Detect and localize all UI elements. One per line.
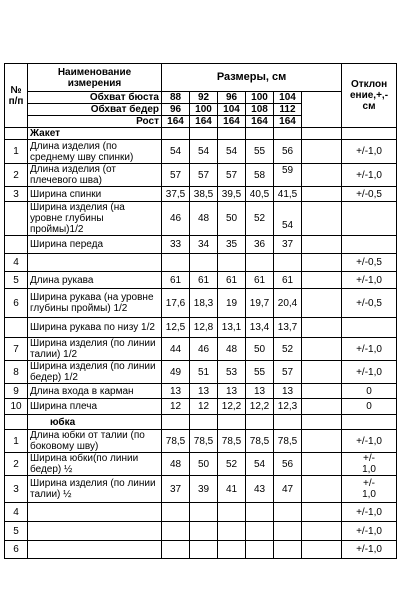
- row-number: 6: [5, 289, 28, 318]
- size-value: [246, 541, 274, 559]
- size-value: 50: [190, 453, 218, 476]
- size-value: 61: [274, 272, 302, 289]
- size-value: [274, 522, 302, 541]
- size-value: 53: [218, 361, 246, 384]
- extra-cell: [302, 399, 342, 415]
- size-value: 78,5: [162, 430, 190, 453]
- table-row: [5, 522, 397, 541]
- extra-cell: [302, 453, 342, 476]
- hips-value: 104: [218, 104, 246, 116]
- size-value: 33: [162, 236, 190, 254]
- size-value: 57: [190, 164, 218, 187]
- tolerance-value: [342, 236, 397, 254]
- table-row: [5, 140, 397, 164]
- height-value: 164: [218, 116, 246, 128]
- size-value: 49: [162, 361, 190, 384]
- section-blank: [5, 128, 28, 140]
- size-value: 48: [190, 202, 218, 236]
- measurement-name: Ширина плеча: [28, 399, 162, 415]
- tolerance-value: +/-0,5: [342, 289, 397, 318]
- size-value: [274, 541, 302, 559]
- row-number: [5, 236, 28, 254]
- row-number: 10: [5, 399, 28, 415]
- height-value: 164: [190, 116, 218, 128]
- header-tolerance-text: Отклон ение,+,- см: [350, 79, 389, 112]
- size-value: 41: [218, 476, 246, 503]
- hips-value: 96: [162, 104, 190, 116]
- size-value: 55: [246, 140, 274, 164]
- size-value: 61: [162, 272, 190, 289]
- size-value: 61: [246, 272, 274, 289]
- height-value: 164: [274, 116, 302, 128]
- size-value: 19: [218, 289, 246, 318]
- bust-value: 96: [218, 92, 246, 104]
- size-value: 41,5: [274, 187, 302, 202]
- size-value: 54: [162, 140, 190, 164]
- size-value: 47: [274, 476, 302, 503]
- extra-cell: [302, 522, 342, 541]
- size-value: [218, 522, 246, 541]
- hips-label: Обхват бедер: [28, 104, 162, 116]
- size-value: 56: [274, 453, 302, 476]
- size-value: [274, 503, 302, 522]
- size-value: [162, 503, 190, 522]
- size-value: 12,8: [190, 318, 218, 338]
- table-row: [5, 361, 397, 384]
- tolerance-value: +/-1,0: [342, 541, 397, 559]
- bust-value: 88: [162, 92, 190, 104]
- table-row: [5, 236, 397, 254]
- row-number: [5, 202, 28, 236]
- size-value: 57: [274, 361, 302, 384]
- size-value: [218, 541, 246, 559]
- size-value: 54: [274, 202, 302, 236]
- header-name: [28, 64, 162, 92]
- size-value: 13,1: [218, 318, 246, 338]
- table-row: [5, 384, 397, 399]
- size-value: 37: [274, 236, 302, 254]
- table-row: [5, 541, 397, 559]
- size-value: 50: [218, 202, 246, 236]
- size-value: [218, 254, 246, 272]
- size-value: 13,7: [274, 318, 302, 338]
- extra-cell: [302, 338, 342, 361]
- size-value: [162, 541, 190, 559]
- measurement-name: Длина рукава: [28, 272, 162, 289]
- measurement-name: Длина юбки от талии (по боковому шву): [28, 430, 162, 453]
- section-title-skirt: юбка: [28, 415, 162, 430]
- size-value: 78,5: [218, 430, 246, 453]
- header-np: [5, 64, 28, 128]
- table-row: [5, 399, 397, 415]
- hips-value: 108: [246, 104, 274, 116]
- measurement-name: [28, 541, 162, 559]
- size-value: 54: [190, 140, 218, 164]
- row-number: 4: [5, 254, 28, 272]
- tolerance-value: +/-1,0: [342, 140, 397, 164]
- header-sizes: Размеры, см: [162, 64, 342, 92]
- tolerance-value: 0: [342, 384, 397, 399]
- size-value: 19,7: [246, 289, 274, 318]
- row-number: 3: [5, 187, 28, 202]
- bust-value: 100: [246, 92, 274, 104]
- measurement-name: [28, 254, 162, 272]
- size-value: 34: [190, 236, 218, 254]
- size-value: 12: [190, 399, 218, 415]
- row-number: 7: [5, 338, 28, 361]
- row-number: 5: [5, 522, 28, 541]
- extra-cell: [302, 318, 342, 338]
- tolerance-value: +/- 1,0: [342, 476, 397, 503]
- tolerance-value: +/-0,5: [342, 187, 397, 202]
- size-value: 35: [218, 236, 246, 254]
- size-value: 48: [218, 338, 246, 361]
- size-value: 78,5: [190, 430, 218, 453]
- size-value: 54: [246, 453, 274, 476]
- size-value: [274, 254, 302, 272]
- size-value: 12,5: [162, 318, 190, 338]
- size-value: [162, 254, 190, 272]
- tolerance-value: +/-1,0: [342, 338, 397, 361]
- extra-cell: [302, 361, 342, 384]
- size-value: 13: [218, 384, 246, 399]
- header-blank: [302, 92, 342, 128]
- row-number: 4: [5, 503, 28, 522]
- header-np-text: № п/п: [8, 84, 24, 107]
- tolerance-value: [342, 202, 397, 236]
- tolerance-value: +/-1,0: [342, 503, 397, 522]
- size-value: 12,2: [218, 399, 246, 415]
- size-value: 52: [246, 202, 274, 236]
- bust-value: 104: [274, 92, 302, 104]
- tolerance-value: [342, 318, 397, 338]
- bust-value: 92: [190, 92, 218, 104]
- size-value: 38,5: [190, 187, 218, 202]
- extra-cell: [302, 476, 342, 503]
- table-row: [5, 164, 397, 187]
- table-row: [5, 272, 397, 289]
- extra-cell: [302, 503, 342, 522]
- size-value: 46: [190, 338, 218, 361]
- measurement-name: Ширина изделия (по линии талии) 1/2: [28, 338, 162, 361]
- size-value: 61: [190, 272, 218, 289]
- size-value: 55: [246, 361, 274, 384]
- size-value: 57: [218, 164, 246, 187]
- measurement-name: Ширина спинки: [28, 187, 162, 202]
- row-number: 1: [5, 140, 28, 164]
- measurement-name: Ширина изделия (по линии бедер) 1/2: [28, 361, 162, 384]
- size-value: [190, 522, 218, 541]
- table-row: [5, 503, 397, 522]
- measurement-name: [28, 522, 162, 541]
- size-value: 54: [218, 140, 246, 164]
- size-value: 12: [162, 399, 190, 415]
- measurement-name: Ширина юбки(по линии бедер) ½: [28, 453, 162, 476]
- size-value: 78,5: [274, 430, 302, 453]
- measurement-name: Ширина рукава по низу 1/2: [28, 318, 162, 338]
- size-value: 40,5: [246, 187, 274, 202]
- measurement-name: Ширина переда: [28, 236, 162, 254]
- size-value: 13: [190, 384, 218, 399]
- size-value: 58: [246, 164, 274, 187]
- size-value: [190, 541, 218, 559]
- size-value: 78,5: [246, 430, 274, 453]
- height-label: Рост: [28, 116, 162, 128]
- size-value: [218, 503, 246, 522]
- row-number: 6: [5, 541, 28, 559]
- size-value: [190, 503, 218, 522]
- tolerance-value: +/-1,0: [342, 430, 397, 453]
- measurement-name: [28, 503, 162, 522]
- measurement-name: Ширина изделия (по линии талии) ½: [28, 476, 162, 503]
- measurement-table: [4, 63, 397, 559]
- extra-cell: [302, 384, 342, 399]
- table-row: [5, 187, 397, 202]
- size-value: 13: [274, 384, 302, 399]
- height-value: 164: [246, 116, 274, 128]
- extra-cell: [302, 254, 342, 272]
- size-value: 50: [246, 338, 274, 361]
- size-value: 46: [162, 202, 190, 236]
- size-value: 13: [246, 384, 274, 399]
- tolerance-value: +/-1,0: [342, 272, 397, 289]
- size-value: 39: [190, 476, 218, 503]
- size-value: 48: [162, 453, 190, 476]
- skirt-rows: [5, 430, 397, 559]
- size-value: 57: [162, 164, 190, 187]
- row-number: 2: [5, 164, 28, 187]
- row-number: 1: [5, 430, 28, 453]
- tolerance-value: +/-1,0: [342, 522, 397, 541]
- size-value: 37: [162, 476, 190, 503]
- extra-cell: [302, 541, 342, 559]
- header-tolerance: [342, 64, 397, 128]
- extra-cell: [302, 289, 342, 318]
- size-value: 18,3: [190, 289, 218, 318]
- table-row: [5, 202, 397, 236]
- jacket-rows: [5, 140, 397, 415]
- size-value: [246, 254, 274, 272]
- tolerance-value: +/- 1,0: [342, 453, 397, 476]
- size-value: 37,5: [162, 187, 190, 202]
- row-number: [5, 318, 28, 338]
- size-value: 12,3: [274, 399, 302, 415]
- header-name-text: Наименование измерения: [57, 66, 132, 89]
- size-value: 17,6: [162, 289, 190, 318]
- size-value: 52: [218, 453, 246, 476]
- size-value: 12,2: [246, 399, 274, 415]
- measurement-name: Длина изделия (по среднему шву спинки): [28, 140, 162, 164]
- size-value: 52: [274, 338, 302, 361]
- tolerance-value: +/-1,0: [342, 164, 397, 187]
- row-number: 5: [5, 272, 28, 289]
- row-number: 8: [5, 361, 28, 384]
- size-value: 39,5: [218, 187, 246, 202]
- size-value: 43: [246, 476, 274, 503]
- table-row: [5, 254, 397, 272]
- measurement-name: Длина входа в карман: [28, 384, 162, 399]
- size-value: 51: [190, 361, 218, 384]
- measurement-name: Ширина рукава (на уровне глубины проймы) 1/2: [28, 289, 162, 318]
- table-row: [5, 289, 397, 318]
- size-value: [162, 522, 190, 541]
- extra-cell: [302, 164, 342, 187]
- measurement-name: Ширина изделия (на уровне глубины проймы)1/2: [28, 202, 162, 236]
- size-value: 44: [162, 338, 190, 361]
- tolerance-value: +/-0,5: [342, 254, 397, 272]
- size-value: 13,4: [246, 318, 274, 338]
- extra-cell: [302, 202, 342, 236]
- section-title-jacket: Жакет: [28, 128, 162, 140]
- extra-cell: [302, 236, 342, 254]
- size-value: [246, 522, 274, 541]
- size-value: 59: [274, 164, 302, 187]
- size-value: 36: [246, 236, 274, 254]
- table-row: [5, 430, 397, 453]
- size-value: [190, 254, 218, 272]
- table-row: [5, 338, 397, 361]
- table-row: [5, 476, 397, 503]
- row-number: 9: [5, 384, 28, 399]
- extra-cell: [302, 140, 342, 164]
- size-value: [246, 503, 274, 522]
- extra-cell: [302, 272, 342, 289]
- row-number: 2: [5, 453, 28, 476]
- size-value: 13: [162, 384, 190, 399]
- extra-cell: [302, 187, 342, 202]
- hips-value: 100: [190, 104, 218, 116]
- tolerance-value: +/-1,0: [342, 361, 397, 384]
- table-row: [5, 453, 397, 476]
- row-number: 3: [5, 476, 28, 503]
- table-row: [5, 318, 397, 338]
- hips-value: 112: [274, 104, 302, 116]
- size-value: 20,4: [274, 289, 302, 318]
- bust-label: Обхват бюста: [28, 92, 162, 104]
- height-value: 164: [162, 116, 190, 128]
- section-blank: [5, 415, 28, 430]
- size-value: 61: [218, 272, 246, 289]
- size-value: 56: [274, 140, 302, 164]
- measurement-name: Длина изделия (от плечевого шва): [28, 164, 162, 187]
- extra-cell: [302, 430, 342, 453]
- tolerance-value: 0: [342, 399, 397, 415]
